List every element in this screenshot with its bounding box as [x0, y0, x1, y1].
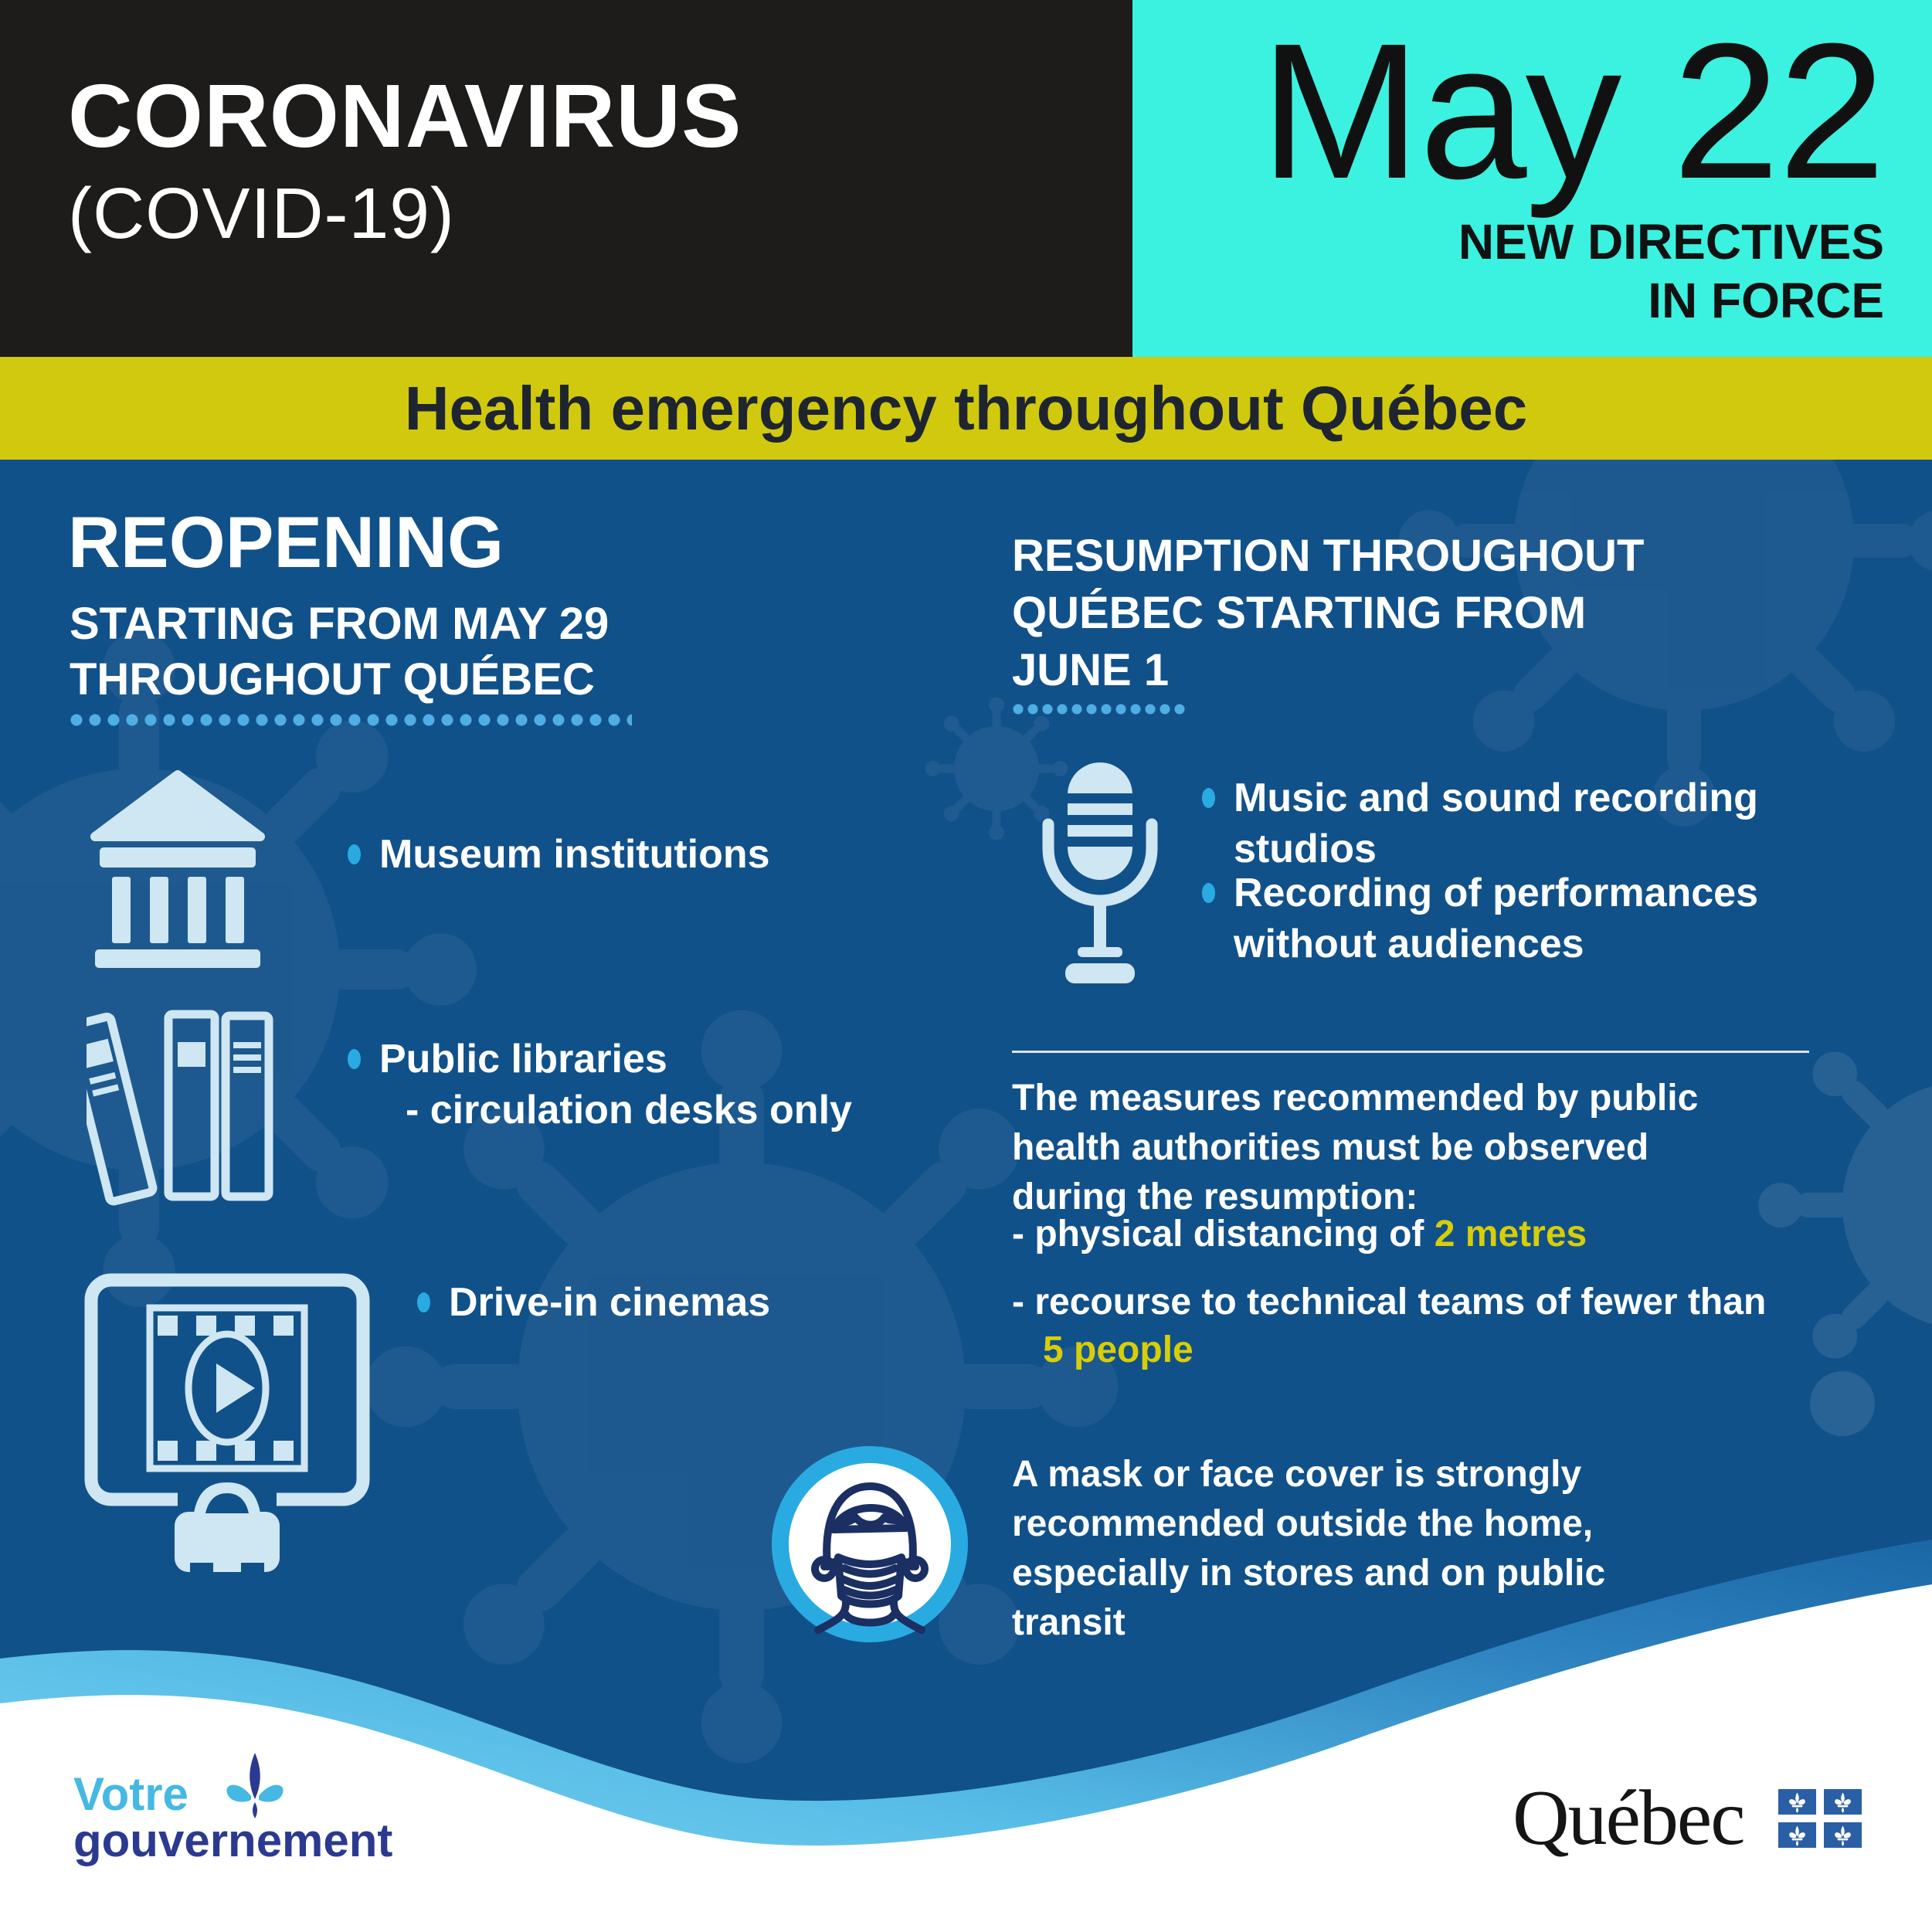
quebec-wordmark: Québec — [1513, 1774, 1744, 1862]
list-item-label: Drive-in cinemas — [449, 1280, 771, 1325]
page-title: CORONAVIRUS — [68, 66, 742, 166]
bullet-dot — [348, 844, 361, 864]
date-label: May 22 — [1260, 3, 1884, 219]
bullet-dot — [348, 1049, 361, 1069]
reopening-title: REOPENING — [68, 501, 504, 582]
dotted-divider — [1012, 703, 1186, 715]
list-item-label: Museum institutions — [379, 832, 770, 877]
list-item-recording — [1202, 868, 1759, 969]
books-icon — [87, 994, 280, 1207]
list-item-label: Music and sound recording studios — [1234, 776, 1758, 871]
highlight-5-people: 5 people — [1043, 1329, 1193, 1370]
gov-logo-line1: Votre — [73, 1768, 188, 1820]
footer-wave — [0, 1507, 1932, 1932]
directives-label: NEW DIRECTIVES IN FORCE — [1458, 214, 1884, 328]
microphone-icon — [1034, 759, 1166, 1000]
highlight-2-metres: 2 metres — [1434, 1214, 1587, 1255]
bullet-dot — [1202, 788, 1215, 808]
emergency-banner — [0, 357, 1932, 460]
emergency-banner-text: Health emergency throughout Québec — [404, 373, 1528, 443]
list-item-libraries — [348, 1034, 852, 1136]
measure-teams: - recourse to technical teams of fewer than 5 people — [1012, 1282, 1767, 1370]
gov-logo-line2: gouvernement — [73, 1815, 393, 1866]
list-item-studios — [1202, 772, 1759, 874]
mask-recommendation: A mask or face cover is strongly recommended outside the home, especially in stores and on public transit — [1012, 1454, 1606, 1643]
list-item-label: Recording of performances without audiences — [1234, 871, 1759, 966]
dotted-divider — [70, 713, 632, 727]
bullet-dot — [417, 1292, 430, 1312]
museum-icon — [89, 769, 267, 968]
header-black-panel — [0, 0, 1132, 357]
header-date-panel — [1132, 0, 1932, 357]
bullet-dot — [1202, 883, 1215, 903]
section-divider — [1012, 1051, 1809, 1053]
page-subtitle: (COVID-19) — [68, 173, 455, 253]
measure-distancing: - physical distancing of 2 metres — [1012, 1214, 1587, 1255]
quebec-flag-icon — [1778, 1789, 1862, 1848]
reopening-subtitle: STARTING FROM MAY 29 THROUGHOUT QUÉBEC — [70, 599, 609, 705]
list-item-drive-in — [417, 1277, 770, 1328]
measures-intro: The measures recommended by public health authorities must be observed during the resumption: — [1012, 1078, 1699, 1217]
resumption-title: RESUMPTION THROUGHOUT QUÉBEC STARTING FROM JUNE 1 — [1012, 531, 1645, 695]
list-item-museums — [348, 829, 770, 880]
list-item-label: Public libraries - circulation desks only — [379, 1037, 852, 1132]
